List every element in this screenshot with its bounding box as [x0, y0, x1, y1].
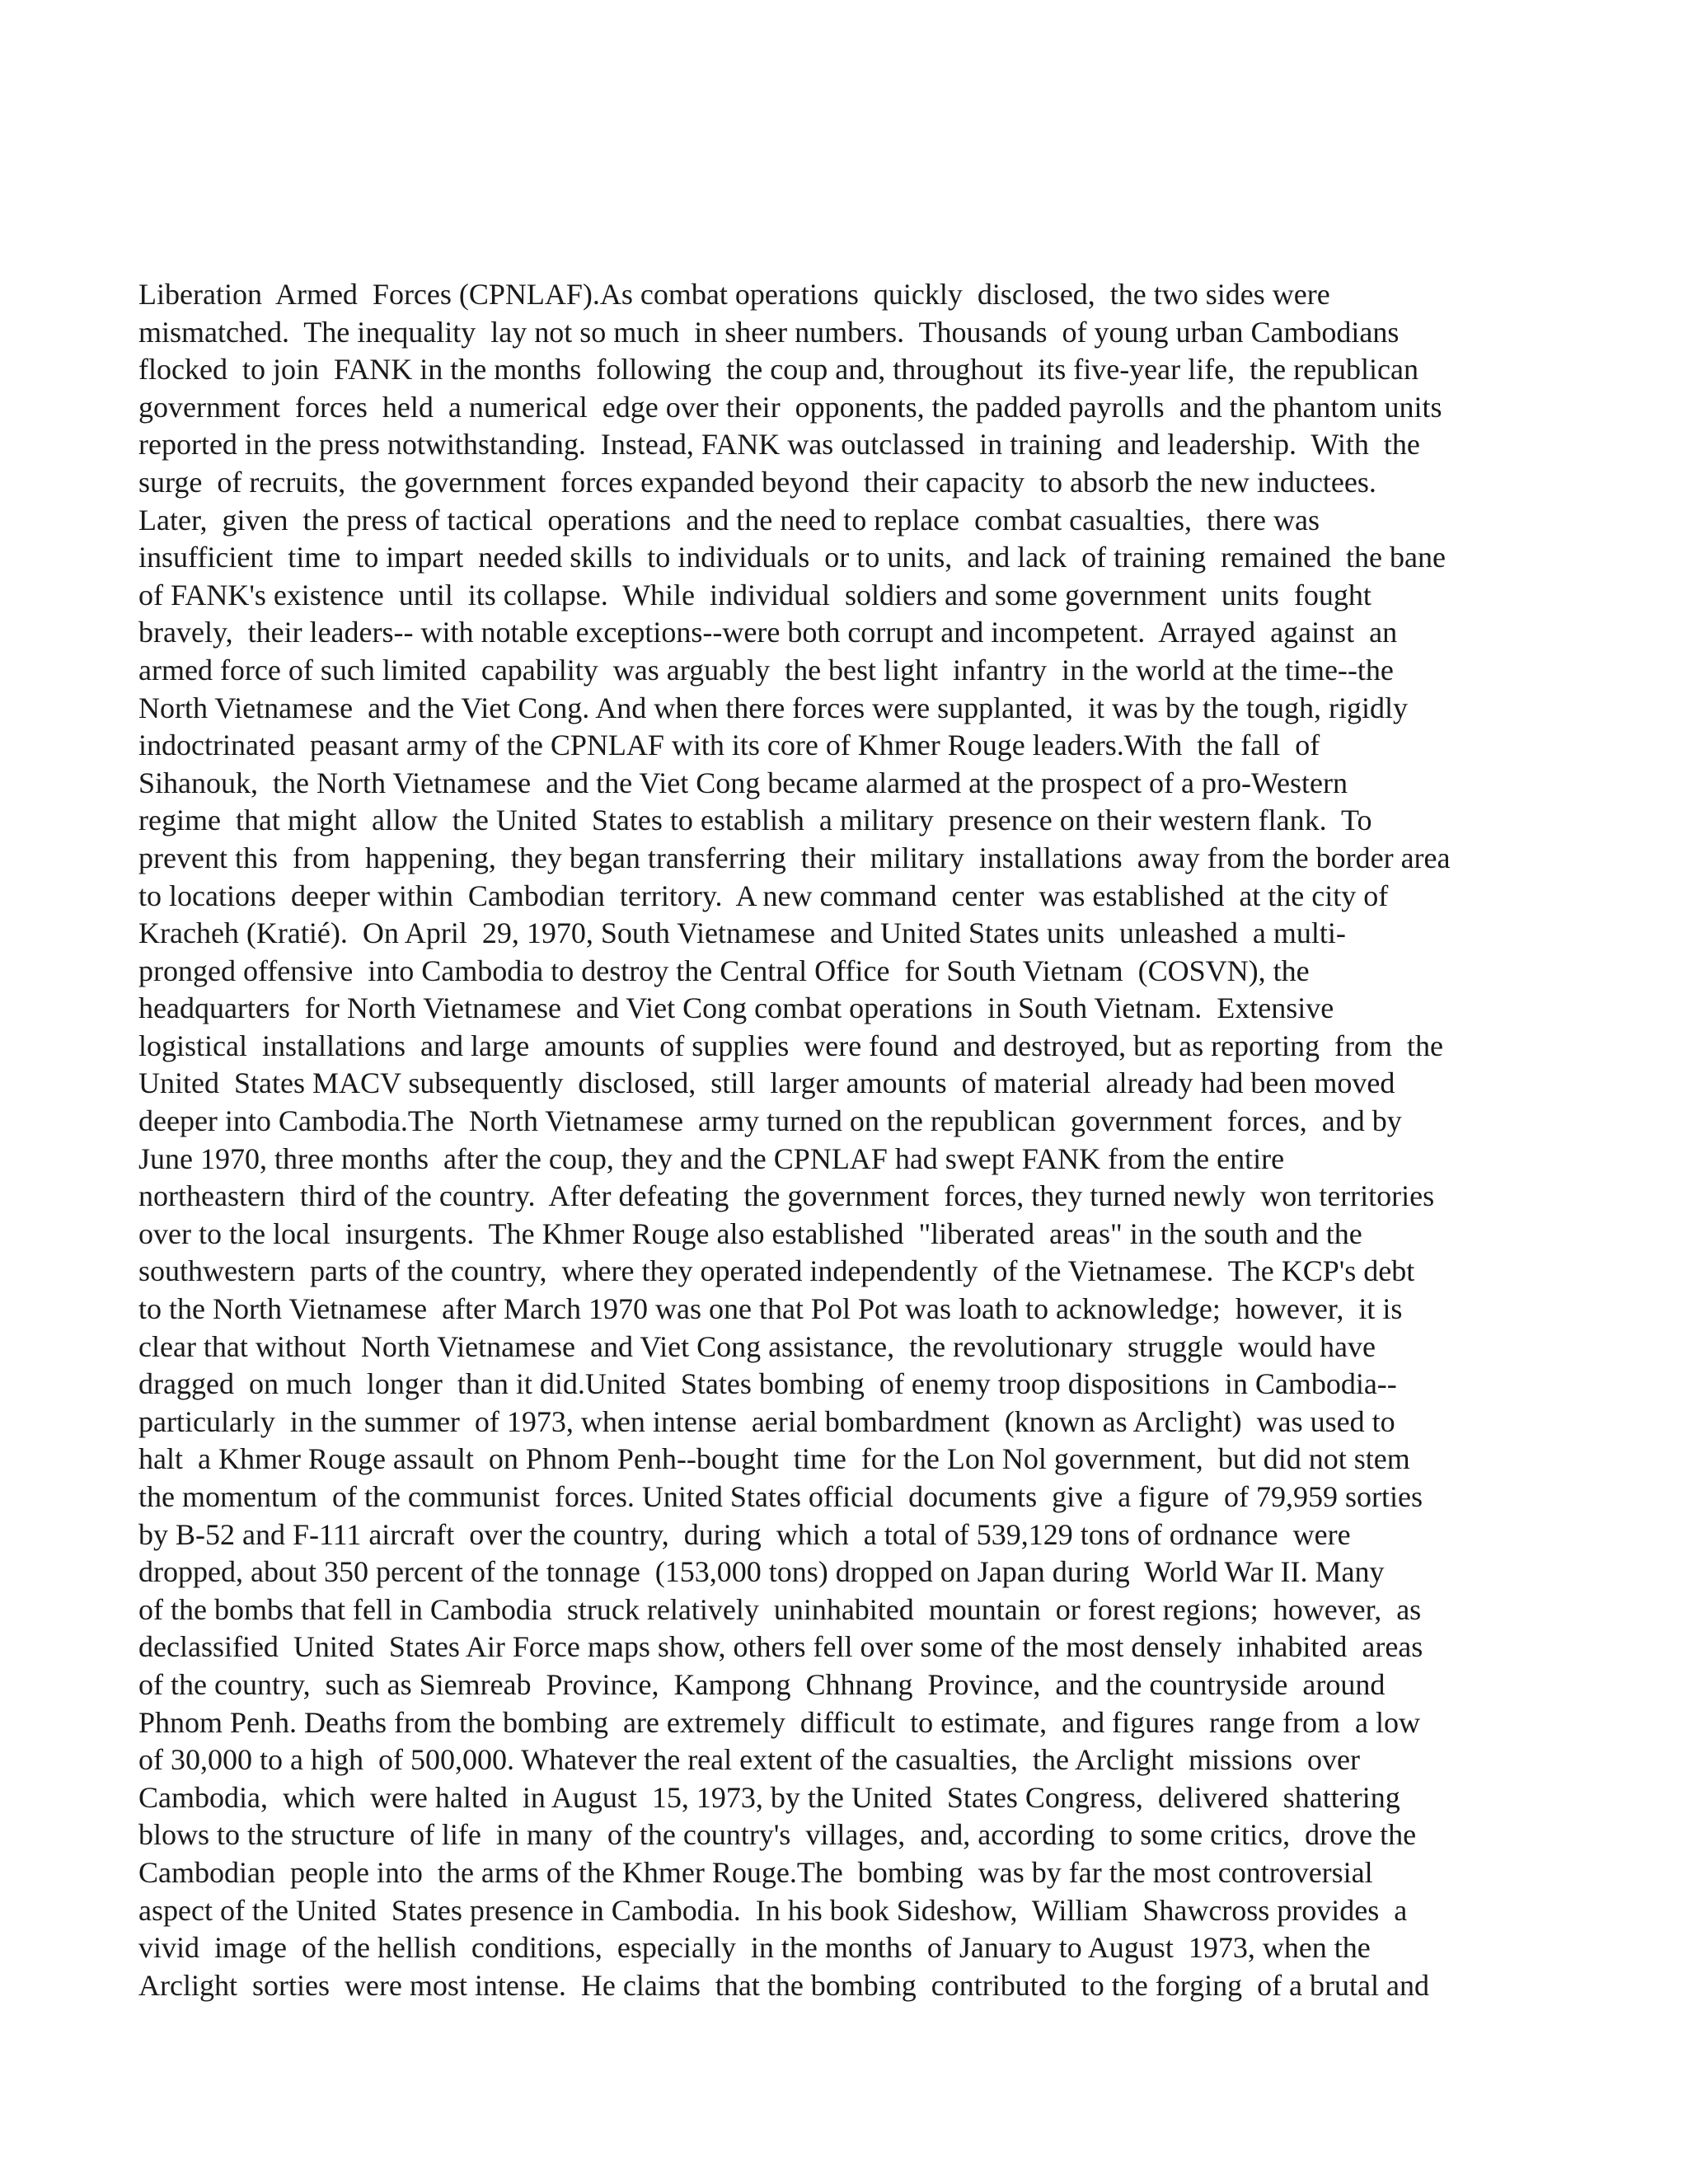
text-line: halt a Khmer Rouge assault on Phnom Penh--bought time for the Lon Nol government, but did not stem [138, 1442, 1410, 1476]
text-line: United States MACV subsequently disclosed, still larger amounts of material already had been moved [138, 1066, 1395, 1100]
text-line: aspect of the United States presence in Cambodia. In his book Sideshow, William Shawcross provides a [138, 1893, 1408, 1927]
text-line: insufficient time to impart needed skills to individuals or to units, and lack of training remained the bane [138, 541, 1446, 574]
text-line: logistical installations and large amounts of supplies were found and destroyed, but as reporting from the [138, 1029, 1443, 1062]
text-line: flocked to join FANK in the months following the coup and, throughout its five-year life, the republican [138, 353, 1419, 387]
text-line: Sihanouk, the North Vietnamese and the Viet Cong became alarmed at the prospect of a pro-Western [138, 766, 1348, 799]
text-line: Arclight sorties were most intense. He claims that the bombing contributed to the forging of a brutal and [138, 1968, 1429, 2002]
text-line: dragged on much longer than it did.United States bombing of enemy troop dispositions in Cambodia-- [138, 1367, 1397, 1401]
text-line: over to the local insurgents. The Khmer Rouge also established "liberated areas" in the south and the [138, 1216, 1362, 1250]
text-line: by B-52 and F-111 aircraft over the country, during which a total of 539,129 tons of ordnance were [138, 1517, 1351, 1551]
text-line: June 1970, three months after the coup, they and the CPNLAF had swept FANK from the entire [138, 1141, 1285, 1175]
text-line: prevent this from happening, they began transferring their military installations away from the border area [138, 841, 1451, 874]
text-line: mismatched. The inequality lay not so much in sheer numbers. Thousands of young urban Cambodians [138, 315, 1400, 349]
text-line: Kracheh (Kratié). On April 29, 1970, South Vietnamese and United States units unleashed a multi- [138, 916, 1346, 950]
text-line: northeastern third of the country. After defeating the government forces, they turned newly won territories [138, 1179, 1435, 1213]
body-text [138, 276, 1556, 2004]
text-line: Cambodia, which were halted in August 15, 1973, by the United States Congress, delivered shattering [138, 1780, 1400, 1814]
text-line: North Vietnamese and the Viet Cong. And when there forces were supplanted, it was by the tough, rigidly [138, 691, 1409, 724]
text-line: particularly in the summer of 1973, when intense aerial bombardment (known as Arclight) was used to [138, 1404, 1395, 1438]
text-line: deeper into Cambodia.The North Vietnamese army turned on the republican government forces, and by [138, 1104, 1402, 1138]
text-line: Later, given the press of tactical operations and the need to replace combat casualties, there was [138, 503, 1320, 537]
text-line: surge of recruits, the government forces expanded beyond their capacity to absorb the new inductees. [138, 465, 1376, 499]
text-line: clear that without North Vietnamese and Viet Cong assistance, the revolutionary struggle would have [138, 1329, 1376, 1363]
text-line: pronged offensive into Cambodia to destroy the Central Office for South Vietnam (COSVN), the [138, 954, 1310, 987]
text-line: armed force of such limited capability was arguably the best light infantry in the world at the time--the [138, 653, 1394, 687]
text-line: of FANK's existence until its collapse. While individual soldiers and some government units fought [138, 578, 1372, 612]
text-line: to the North Vietnamese after March 1970 was one that Pol Pot was loath to acknowledge; however, it is [138, 1292, 1403, 1326]
text-line: dropped, about 350 percent of the tonnage (153,000 tons) dropped on Japan during World War II. Many [138, 1555, 1385, 1589]
text-line: to locations deeper within Cambodian territory. A new command center was established at the city of [138, 879, 1389, 912]
text-line: Cambodian people into the arms of the Khmer Rouge.The bombing was by far the most controversial [138, 1855, 1373, 1889]
text-line: blows to the structure of life in many of the country's villages, and, according to some critics, drove the [138, 1818, 1417, 1852]
text-line: reported in the press notwithstanding. Instead, FANK was outclassed in training and leadership. With the [138, 428, 1420, 462]
text-line: of the bombs that fell in Cambodia struck relatively uninhabited mountain or forest regions; however, as [138, 1592, 1422, 1626]
text-line: government forces held a numerical edge over their opponents, the padded payrolls and the phantom units [138, 390, 1442, 424]
text-line: headquarters for North Vietnamese and Viet Cong combat operations in South Vietnam. Extensive [138, 991, 1334, 1025]
text-line: declassified United States Air Force maps show, others fell over some of the most densely inhabited areas [138, 1630, 1423, 1664]
text-line: Liberation Armed Forces (CPNLAF).As combat operations quickly disclosed, the two sides were [138, 278, 1330, 311]
text-line: Phnom Penh. Deaths from the bombing are extremely difficult to estimate, and figures range from a low [138, 1705, 1420, 1739]
text-line: vivid image of the hellish conditions, especially in the months of January to August 1973, when the [138, 1931, 1371, 1965]
text-line: of the country, such as Siemreab Province, Kampong Chhnang Province, and the countryside around [138, 1667, 1386, 1701]
text-line: indoctrinated peasant army of the CPNLAF with its core of Khmer Rouge leaders.With the fall of [138, 729, 1320, 762]
text-line: the momentum of the communist forces. United States official documents give a figure of 79,959 sorties [138, 1480, 1423, 1513]
text-line: southwestern parts of the country, where they operated independently of the Vietnamese. The KCP's debt [138, 1254, 1415, 1288]
text-line: of 30,000 to a high of 500,000. Whatever the real extent of the casualties, the Arclight missions over [138, 1743, 1360, 1777]
text-line: regime that might allow the United States to establish a military presence on their western flank. To [138, 804, 1372, 837]
text-line: bravely, their leaders-- with notable exceptions--were both corrupt and incompetent. Arrayed against an [138, 616, 1398, 649]
